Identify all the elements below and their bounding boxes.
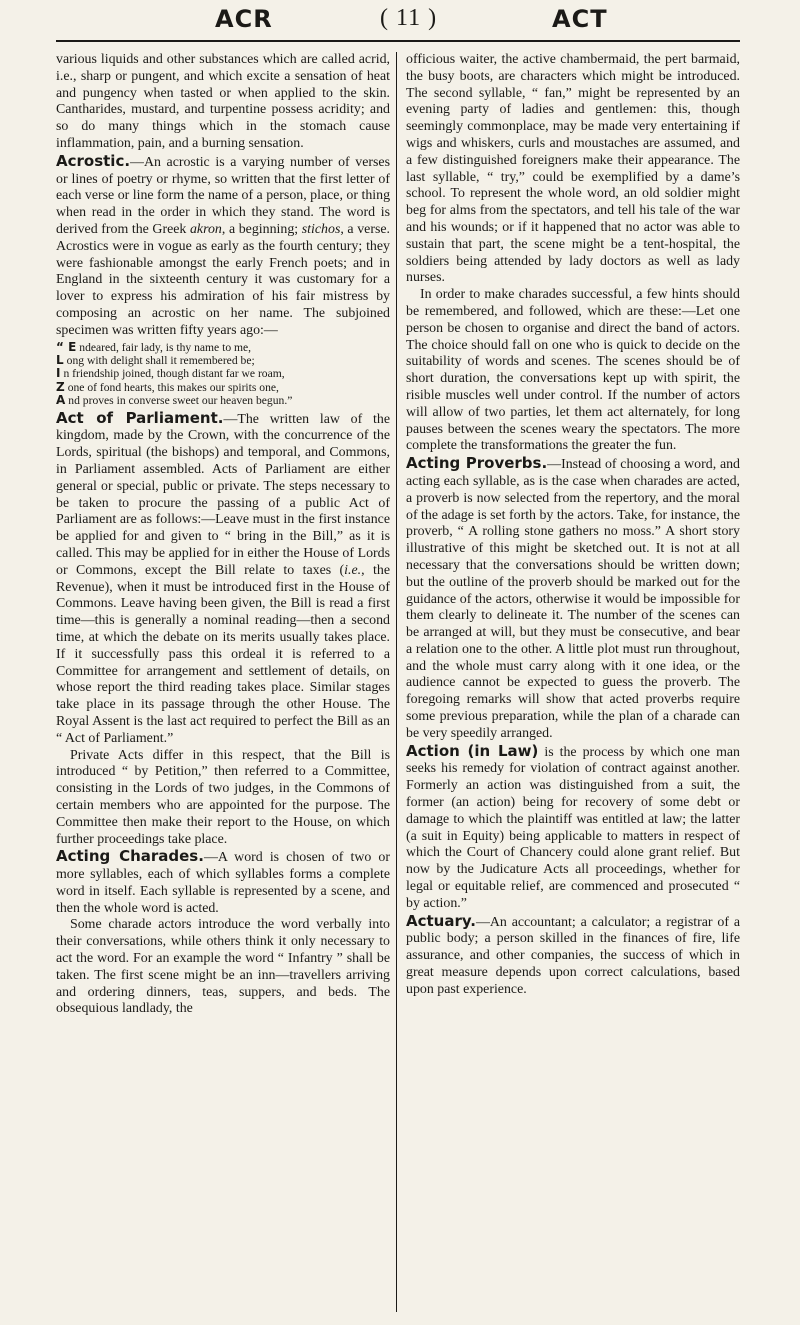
headword-acrostic: Acrostic. [56,151,131,170]
entry-action-in-law: Action (in Law) is the process by which one man seeks his remedy for violation of contract against another. Formerly an action was distinguished from a suit, the former (an action) being for recovery of some debt or damage to which the plaintiff was entitled at law; the latter (a suit in Equity) being applicable to matters in respect of which the Court of Chancery could alone grant relief. But now by the Judicature Acts all proceedings, whether for legal or equitable relief, are commenced and prosecuted “ by action.” [406,741,741,911]
entry-acrostic: Acrostic.—An acrostic is a varying number of verses or lines of poetry or rhyme, so written that the first letter of each verse or line form the name of a person, place, or thing when read in the order in which they stand. The word is derived from the Greek akron, a beginning; stichos, a verse. Acrostics were in vogue as early as the fourth century; they were fashionable amongst the early French poets; and in England in the sixteenth century it was customary for a lover to express his admiration of his fair mistress by composing an acrostic on her name. The subjoined specimen was written fifty years ago:— [56,151,391,338]
headword-acting-charades: Acting Charades. [56,847,204,866]
verse-line: “ E ndeared, fair lady, is thy name to me, [56,340,252,354]
headword-acting-proverbs: Acting Proverbs. [406,454,548,473]
entry-acting-charades: Acting Charades.—A word is chosen of two or more syllables, each of which syllables forms a complete word in itself. Each syllable is represented by a scene, and then the whole word is acted. [56,847,390,916]
acrid-continuation: various liquids and other substances which are called acrid, i.e., sharp or pungent, and which excite a sensation of heat and pungency when tasted or when applied to the skin. Cantharides, mustard, and turpentine possess acridity; and so do many things which in the stomach cause inflammation, pain, and a burning sensation. [56,52,390,151]
right-column [406,52,740,999]
charades-continuation: officious waiter, the active chambermaid, the pert barmaid, the busy boots, are characters which might be introduced. The second syllable, “ fan,” might be represented by an evening party of ladies and gentlemen: this, though seemingly commonplace, may be made very entertaining if wigs and whiskers, curls and moustaches are assumed, and a few distinguished foreigners make their appearance. The last syllable, “ try,” could be exemplified by a dame’s school. To represent the whole word, an old soldier might beg for alms from the spectators, and tell his tale of the war and his wounds; or if it happened that no actor was able to sustain that part, the scene might be a tent-hospital, the soldiers being attended by lady doctors as well as lady nurses. [406,52,740,286]
header-rule [56,40,740,42]
verse-line: Z one of fond hearts, this makes our spirits one, [56,380,279,394]
private-acts-paragraph: Private Acts differ in this respect, that the Bill is introduced “ by Petition,” then referred to a Committee, consisting in the Lords of two judges, in the Commons of certain members who are appointed for the purpose. The Committee then make their report to the House, on which further proceedings take place. [56,747,390,847]
running-head [0,0,800,36]
charades-example-paragraph: Some charade actors introduce the word verbally into their conversations, while others think it only necessary to act the word. For an example the word “ Infantry ” shall be taken. The first scene might be an inn—travellers arriving and ordering dinners, teas, suppers, and beds. The obsequious landlady, the [56,917,390,1017]
column-divider [396,52,397,1312]
entry-act-of-parliament: Act of Parliament.—The written law of the kingdom, made by the Crown, with the concurrence of the Lords, spiritual (the bishops) and temporal, and Commons, in Parliament assembled. Acts of Parliament are either general or special, public or private. The steps necessary to be taken to procure the passing of a public Act of Parliament are as follows:—Leave must in the first instance be applied for and given to “ bring in the Bill,” as it is called. This may be applied for in either the House of Lords or Commons, except the Bill relate to taxes (i.e., the Revenue), when it must be introduced first in the House of Commons. Leave having been given, the Bill is read a first time—this is generally a nominal reading—then a second time, at which the debate on its merits usually takes place. If it successfully pass this ordeal it is referred to a Committee for arrangement and settlement of details, on whose report the third reading takes place. Similar stages take place in its passage through the other House. The Royal Assent is the last act required to perfect the Bill as an “ Act of Parliament.” [56,408,390,746]
headword-act-of-parliament: Act of Parliament. [56,408,224,427]
verse-line: A nd proves in converse sweet our heaven begun.” [56,394,293,408]
verse-line: L ong with delight shall it remembered be; [56,353,255,367]
page-number: ( 11 ) [380,5,438,31]
entry-actuary: Actuary.—An accountant; a calculator; a registrar of a public body; a person skilled in the finances of fire, life assurance, and other companies, the success of which in great measure depends upon correct calculations, based upon past experience. [406,911,740,997]
verse-line: I n friendship joined, though distant far we roam, [56,367,285,381]
header-left-guideword: ACR [215,5,273,33]
charades-hints-paragraph: In order to make charades successful, a few hints should be remembered, and followed, which are these:—Let one person be chosen to organise and direct the band of actors. The choice should fall on one who is quick to decide on the suitability of words and scenes. The scenes should be of short duration, the conversations kept up with spirit, the risible muscles well under control. If the number of actors will allow of two parties, let them act alternately, for long pauses between the scenes weary the spectators. The more complete the transformations the greater the fun. [406,287,740,454]
headword-actuary: Actuary. [406,911,476,930]
acrostic-verse [56,341,390,408]
headword-action-in-law: Action (in Law) [406,741,539,760]
left-column [56,52,390,1018]
entry-acting-proverbs: Acting Proverbs.—Instead of choosing a word, and acting each syllable, as is the case when charades are acted, a proverb is now selected from the repertory, and the moral of the adage is set forth by the actors. Take, for instance, the proverb, “ A rolling stone gathers no moss.” A short story illustrative of this might be sketched out. It is not at all necessary that the conversations should be written down; but the outline of the proverb should be marked out for the guidance of the actors, otherwise it would be impossible for them clearly to delineate it. The number of the scenes can be arranged at will, but they must be consecutive, and bear a relation one to the other. A little plot must run throughout, and the whole must carry along with it one idea, or the audience cannot be expected to guess the proverb. The foregoing remarks will show that acted proverbs require some previous preparation, while the plan of a charade can be very speedily arranged. [406,454,741,741]
header-right-guideword: ACT [552,5,608,33]
